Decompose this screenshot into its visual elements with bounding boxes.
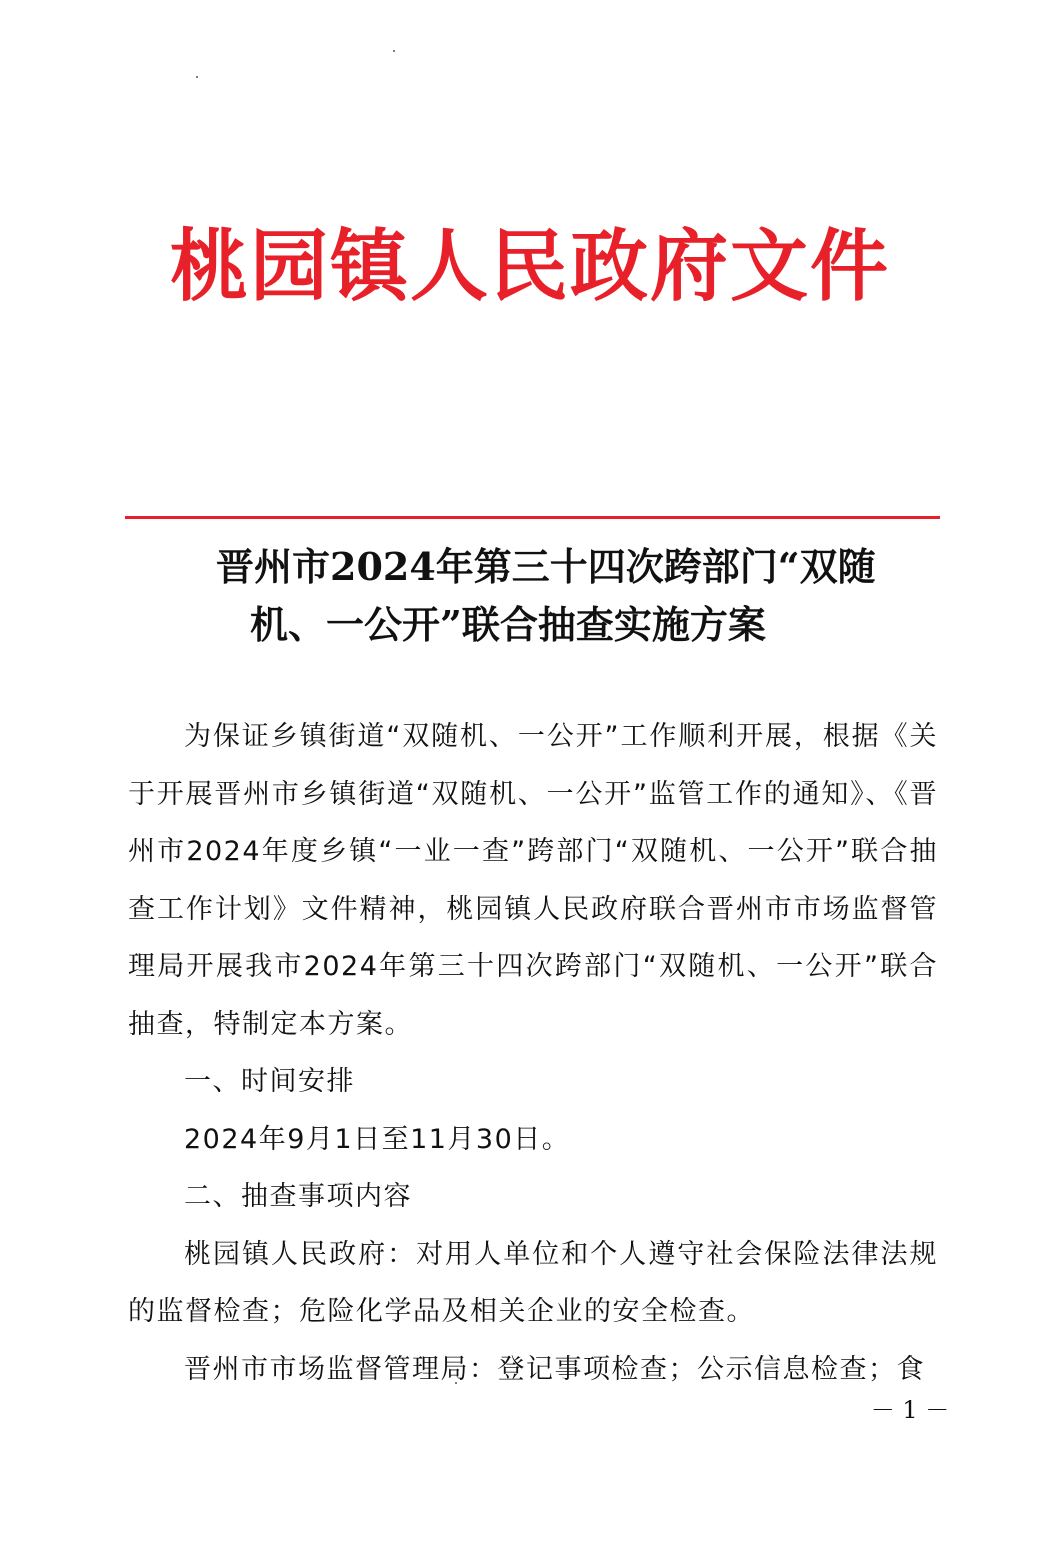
scan-speck <box>196 76 198 78</box>
document-title <box>130 538 930 654</box>
issuer-masthead: 桃园镇人民政府文件 <box>169 222 890 312</box>
page-number: － 1 － <box>870 1396 950 1424</box>
intro-paragraph: 为保证乡镇街道“双随机、一公开”工作顺利开展，根据《关于开展晋州市乡镇街道“双随机、一公开”监管工作的通知》、《晋州市2024年度乡镇“一业一查”跨部门“双随机、一公开”联合抽查工作计划》文件精神，桃园镇人民政府联合晋州市市场监督管理局开展我市2024年第三十四次跨部门“双随机、一公开”联合抽查，特制定本方案。 <box>128 721 938 1040</box>
document-title-line-1: 晋州市2024年第三十四次跨部门“双随 <box>216 544 876 589</box>
inspection-items-paragraph-2: 晋州市市场监督管理局：登记事项检查；公示信息检查；食 <box>184 1353 925 1385</box>
schedule-paragraph: 2024年9月1日至11月30日。 <box>184 1123 571 1155</box>
scan-speck <box>393 50 395 52</box>
inspection-items-paragraph-1: 桃园镇人民政府：对用人单位和个人遵守社会保险法律法规的监督检查；危险化学品及相关企业的安全检查。 <box>128 1238 938 1327</box>
masthead-red-rule <box>125 516 940 519</box>
document-title-line-2: 机、一公开”联合抽查实施方案 <box>250 602 766 647</box>
document-body <box>128 708 938 1398</box>
section-heading-inspection-items: 二、抽查事项内容 <box>184 1181 412 1212</box>
section-heading-schedule: 一、时间安排 <box>184 1066 355 1097</box>
